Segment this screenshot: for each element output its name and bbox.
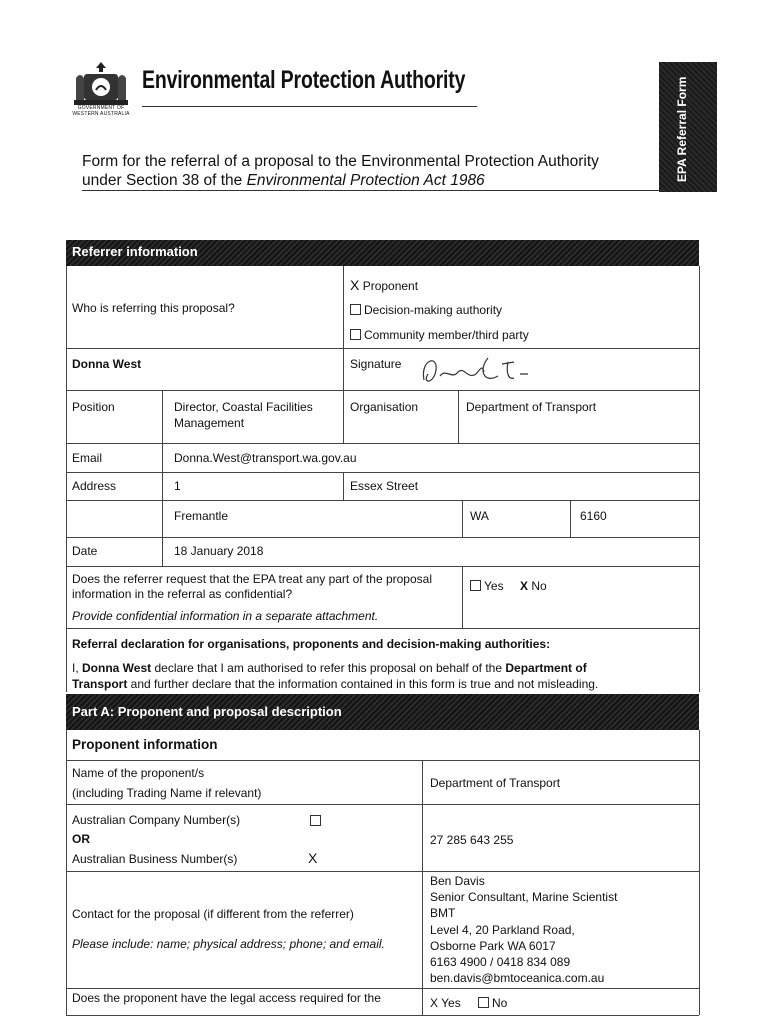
address-number: 1 [174,479,181,493]
checkbox-icon [350,304,361,315]
contact-note: Please include: name; physical address; phone; and email. [72,937,385,951]
confidential-yes[interactable] [470,578,504,594]
form-title [82,152,599,190]
signature-label: Signature [350,357,402,371]
form-title-line1: Form for the referral of a proposal to the Environmental Protection Authority [82,153,599,170]
signature-image [418,350,588,390]
no-mark: X [520,579,529,593]
table-border-right [699,730,700,1015]
who-referring-label: Who is referring this proposal? [72,301,235,315]
confidential-question: Does the referrer request that the EPA treat any part of the proposal information in the referral as confidential? [72,572,432,601]
legal-yes[interactable] [430,995,461,1011]
address-suburb: Fremantle [174,509,229,523]
legal-yes-label: Yes [441,996,461,1010]
checkbox-icon [478,997,489,1008]
option-community-label: Community member/third party [364,328,529,342]
confidential-no-label: No [531,579,547,593]
declaration-org: Department of [505,661,587,675]
form-title-rule [82,190,664,191]
option-proponent[interactable] [350,277,418,294]
checkbox-icon [470,580,481,591]
proponent-name-label-2: (including Trading Name if relevant) [72,786,262,800]
row-divider [66,390,699,391]
email-value: Donna.West@transport.wa.gov.au [174,451,357,465]
row-divider [66,804,699,805]
contact-line: Osborne Park WA 6017 [430,938,556,953]
abn-mark[interactable]: X [308,850,318,866]
side-tab [659,62,717,192]
table-border-right [699,266,700,692]
position-label: Position [72,400,115,414]
declaration-title: Referral declaration for organisations, proponents and decision-making authorities: [72,637,551,651]
form-title-line2: under Section 38 of the Environmental Protection Act 1986 [82,172,485,189]
address-postcode: 6160 [580,509,607,523]
position-value: Director, Coastal Facilities Management [174,400,313,430]
contact-label: Contact for the proposal (if different from the referrer) [72,907,354,921]
col-divider [422,760,423,1015]
confidential-no[interactable] [520,578,547,594]
date-value: 18 January 2018 [174,544,264,558]
proponent-mark: X [350,277,360,293]
abn-label: Australian Business Number(s) [72,852,238,866]
row-divider [66,537,699,538]
agency-title: Environmental Protection Authority [142,66,466,94]
legal-access-question: Does the proponent have the legal access required for the [72,991,381,1005]
declaration-org-b: Transport [72,677,128,691]
contact-details [430,873,617,986]
contact-line: Ben Davis [430,874,485,888]
col-divider [462,566,463,628]
email-label: Email [72,451,103,465]
legal-no[interactable] [478,995,507,1011]
contact-line: Senior Consultant, Marine Scientist [430,890,618,905]
referrer-section-header [66,240,699,266]
row-divider [66,566,699,567]
row-divider [66,760,699,761]
part-a-section-header [66,694,699,730]
abn-value: 27 285 643 255 [430,833,514,847]
row-divider [66,500,699,501]
crest-caption: GOVERNMENT OF WESTERN AUSTRALIA [72,105,130,117]
col-divider [458,390,459,443]
organisation-label: Organisation [350,400,419,414]
col-divider [343,266,344,443]
acn-checkbox[interactable] [310,815,321,826]
row-divider [66,628,699,629]
legal-yes-mark: X [430,996,439,1010]
table-border-left [66,730,67,1015]
referrer-name: Donna West [72,357,142,371]
row-divider [66,1015,699,1016]
contact-email: ben.davis@bmtoceanica.com.au [430,971,605,986]
option-proponent-label: Proponent [362,279,419,293]
date-label: Date [72,544,98,558]
col-divider [570,500,571,537]
contact-line: 6163 4900 / 0418 834 089 [430,955,571,970]
part-a-title: Part A: Proponent and proposal description [72,704,342,719]
row-divider [66,871,699,872]
address-state: WA [470,509,489,523]
row-divider [66,348,699,349]
proponent-name-value: Department of Transport [430,776,561,790]
organisation-value: Department of Transport [466,400,597,414]
row-divider [66,988,699,989]
address-street: Essex Street [350,479,419,493]
col-divider [462,500,463,537]
col-divider [162,390,163,566]
acn-label: Australian Company Number(s) [72,813,241,827]
proponent-info-subheading: Proponent information [72,737,218,752]
col-divider [343,472,344,500]
checkbox-icon [350,329,361,340]
legal-no-label: No [492,996,508,1010]
declaration-name: Donna West [82,661,152,675]
option-dma-label: Decision-making authority [364,303,503,317]
option-decision-authority[interactable] [350,302,502,318]
declaration-text: I, Donna West declare that I am authorised to refer this proposal on behalf of the Department of Transport and further declare that the information contained in this form is true and not misleading. [72,661,599,691]
proponent-name-label: Name of the proponent/s [72,766,205,780]
side-tab-label: EPA Referral Form [675,76,689,182]
address-label: Address [72,479,117,493]
row-divider [66,443,699,444]
agency-rule [142,106,477,107]
row-divider [66,472,699,473]
confidential-note: Provide confidential information in a separate attachment. [72,609,379,623]
option-community[interactable] [350,327,529,343]
contact-line: Level 4, 20 Parkland Road, [430,922,575,937]
act-name: Environmental Protection Act 1986 [246,172,485,189]
referrer-section-title: Referrer information [72,244,198,259]
confidential-yes-label: Yes [484,579,504,593]
contact-line: BMT [430,906,456,921]
or-label: OR [72,832,90,846]
